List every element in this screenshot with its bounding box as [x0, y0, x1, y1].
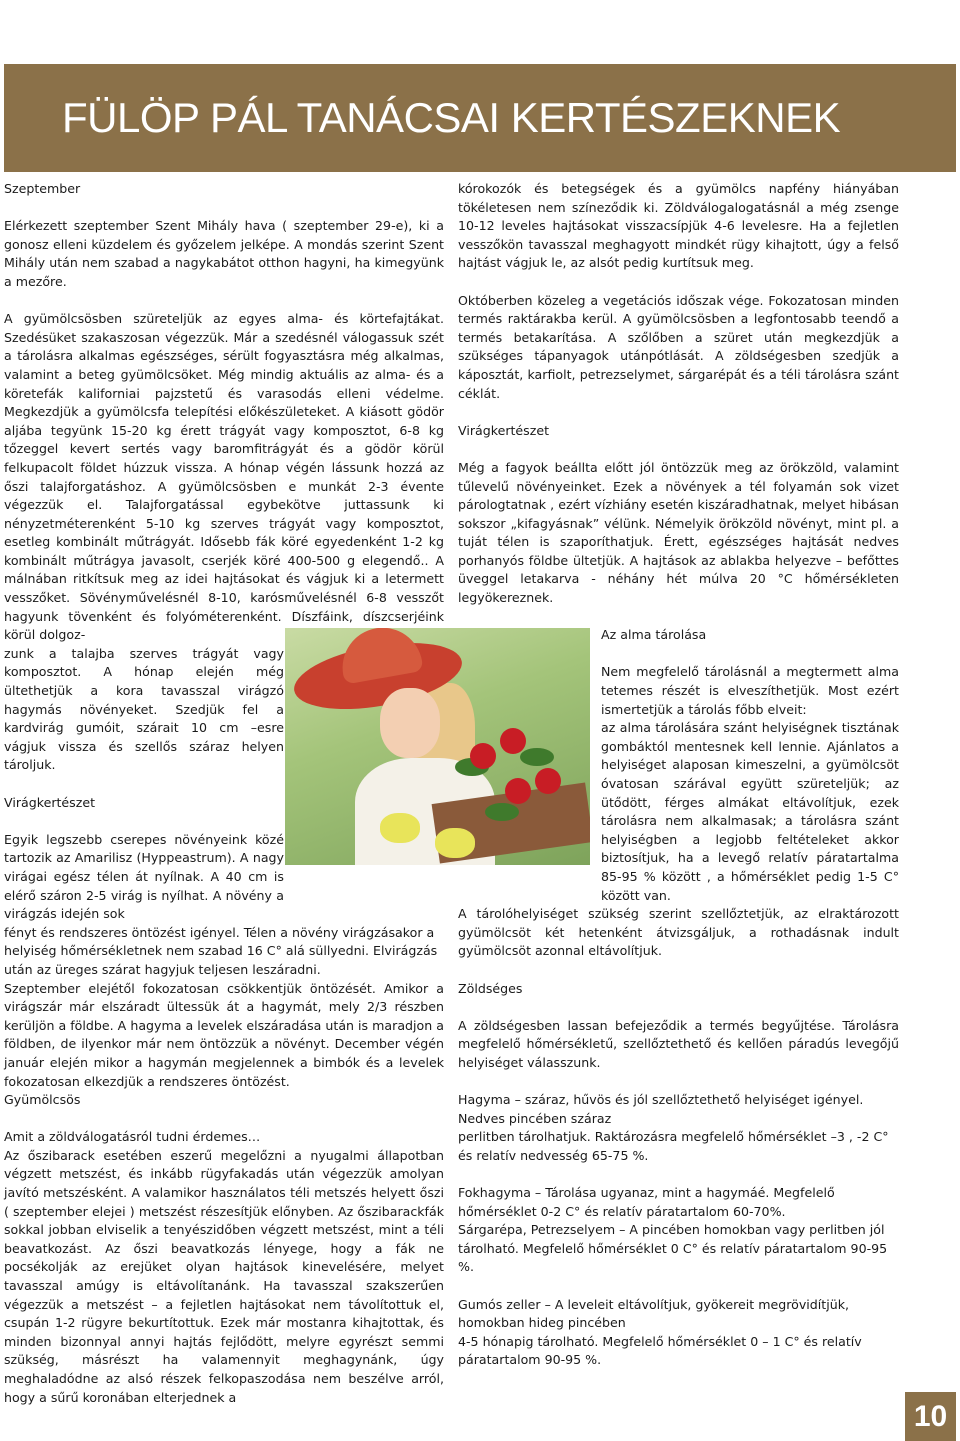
paragraph: Októberben közeleg a vegetációs időszak vége. Fokozatosan minden termés raktárakba kerül. A gyümölcsösben a legfontosabb teendő a termés betakarítása. A szőlőben a szüret után megkezdjük a szükséges tápanyagok utánpótlását. A zöldségesben szedjük a káposztát, karfiolt, petrezselymet, sárgarépát és a téli tárolásra szánt céklát.: [458, 292, 899, 401]
paragraph: Egyik legszebb cserepes növényeink közé tartozik az Amarilisz (Hyppeastrum). A nagy virágai egész télen át nyílnak. A 40 cm is elérő száron 2-5 virág is nyílhat. A növény a virágzás idején sok: [4, 831, 284, 922]
photo-glove: [380, 813, 420, 843]
section-heading: Virágkertészet: [4, 794, 96, 810]
right-column: [458, 180, 899, 1370]
paragraph: A zöldségesben lassan befejeződik a termés begyűjtése. Tárolásra megfelelő hőmérsékletű, szellőztethető és kellően páradús levegőjű helyiséget válasszunk.: [458, 1017, 899, 1070]
paragraph: Szeptember elejétől fokozatosan csökkentjük öntözését. Amikor a virágszár már elszáradt ültessük át a hagymát, mely 2/3 részben kerüljön a földbe. A hagyma a levelek elszáradása után is maradjon a földben, de ilyenkor már nem öntözzük a növényt. December végén január elején mikor a hagymán megjelennek a bimbók és a levelek fokozatosan elkezdjük a rendszeres öntözést.: [4, 980, 444, 1089]
paragraph: A tárolóhelyiséget szükség szerint szellőztetjük, az elraktározott gyümölcsöt két hetenként átvizsgáljuk, a rothadásnak indult gyümölcsöt azonnal eltávolítjuk.: [458, 906, 899, 959]
section-heading: Szeptember: [4, 181, 81, 196]
page-title: FÜLÖP PÁL TANÁCSAI KERTÉSZEKNEK: [62, 94, 841, 141]
paragraph: 4-5 hónapig tárolható. Megfelelő hőmérséklet 0 – 1 C° és relatív páratartalom 90-95 %.: [458, 1333, 862, 1368]
paragraph: Gumós zeller – A leveleit eltávolítjuk, gyökereit megrövidítjük, homokban hideg pincében: [458, 1296, 850, 1331]
section-heading: Virágkertészet: [458, 422, 550, 438]
paragraph: fényt és rendszeres öntözést igényel. Télen a növény virágzásakor a helyiség hőmérsékletnek nem szabad 16 C° alá süllyedni. Elvirágzás után az üreges szárat hagyjuk teljesen leszáradni.: [4, 924, 438, 977]
paragraph: zunk a talajba szerves trágyát vagy komposztot. A hónap elején még ültethetjük a kora tavasszal virágzó hagymás növényeket. Szedjük fel a kardvirág gumóit, szárait 10 cm –esre vágjuk vissza és szellős száraz helyen tároljuk.: [4, 645, 284, 773]
paragraph: A gyümölcsösben szüreteljük az egyes alma- és körtefajtákat. Szedésüket szakaszosan végezzük. Már a szedésnél válogassuk szét a tárolásra alkalmas egészséges, sérült fogyasztásra még alkalmas, valamint a beteg gyümölcsöket. Még mindig aktuális az alma- és a köretefák kaliforniai pajzstetű és varasodás elleni védelme. Megkezdjük a gyümölcsfa telepítési előkészületeket. A kiásott gödör aljába tegyünk 15-20 kg érett trágyát vagy komposztot, 6-8 kg tőzeggel kevert sertés vagy baromfitrágyát és a gödör körül felkupacolt földet húzzuk vissza. A hónap végén lássunk hozzá az őszi talajforgatáshoz. A gyümölcsösben e munkát 2-3 évente végezzük el. Talajforgatással egybekötve juttassunk ki nényzetméterenként 5-10 kg szerves trágyát vagy komposztot, esetleg kombinált műtrágyát. Idősebb fák köré egyedenként 1-2 kg kombinált műtrágya javasolt, cserjék köré 400-500 g elegendő.. A málnában ritkítsuk meg az idei hajtásokat és vágjuk ki a letermett vesszőket. Sövényművelésnél 8-10, karósművelésnél 6-8 vesszőt hagyunk tövenként és folyóméterenként. Díszfáink, díszcserjéink körül dolgoz-: [4, 311, 444, 643]
paragraph: Hagyma – száraz, hűvös és jól szellőztethető helyiséget igényel. Nedves pincében száraz: [458, 1092, 864, 1126]
paragraph: Sárgarépa, Petrezselyem – A pincében homokban vagy perlitben jól tárolható. Megfelelő hőmérséklet 0 C° és relatív páratartalom 90-95 %.: [458, 1222, 888, 1275]
page-number: 10: [905, 1392, 956, 1441]
paragraph: Nem megfelelő tárolásnál a megtermett alma tetemes részét is elveszíthetjük. Most ezért ismertetjük a tárolás főbb elveit:: [601, 664, 899, 717]
section-heading: Gyümölcsös: [4, 1092, 81, 1108]
paragraph: perlitben tárolhatjuk. Raktározásra megfelelő hőmérséklet –3 , -2 C° és relatív nedvesség 65-75 %.: [458, 1129, 889, 1163]
paragraph: Elérkezett szeptember Szent Mihály hava ( szeptember 29-e), ki a gonosz elleni küzdelem és győzelem jelképe. A mondás szerint Szent Mihály után nem szabad a nagykabátot otthon hagyni, ha kimegyünk a mezőre.: [4, 218, 444, 289]
title-banner: [4, 64, 956, 172]
subheading: Amit a zöldválogatásról tudni érdemes…: [4, 1129, 261, 1145]
paragraph: Az őszibarack esetében eszerű megelőzni a nyugalmi állapotban végzett metszést, és inkább rügyfakadás után végezzük amolyan javító metszésként. A valamikor használatos téli metszés helyett őszi ( szeptember elejei ) metszést részesítjük előnyben. Az őszibarackfák sokkal jobban elviselik a tenyészidőben végzett metszést, mint a téli beavatkozást. Az őszi beavatkozás lényege, hogy a fák ne pocsékolják az erejüket olyan hajtások kinevelésére, melyet tavasszal amúgy is eltávolítanánk. Ha tavasszal szakszerűen végezzük a metszést – a fejletlen hajtásokat nem távolítottuk el, csupán 1-2 rügyre bekurtítottuk. Ezek már mostanra kihajtottak, és minden bizonnyal annyi hajtás fejlődött, melyre egyrészt semmi szükség, másrészt ha valamennyit meghagynánk, úgy meghaladódne az alsó részek felkopaszodása nem beszélve arról, hogy a sűrű koronában elterjednek a: [4, 1147, 444, 1405]
paragraph: az alma tárolására szánt helyiségnek tisztának gombáktól mentesnek kell lennie. Ajánlatos a helyiséget alaposan kimeszelni, a gyümölcsöt óvatosan szárával együtt szüreteljük; az ütődött, férges almákat eltávolítjuk, ezek tárolásra nem alkalmasak; a tárolásra szánt helyiségben a legjobb feltételeket akkor biztosítjuk, ha a levegő relatív páratartalma 85-95 % között , a hőmérséklet pedig 1-5 C° között van.: [601, 720, 899, 903]
paragraph: kórokozók és betegségek és a gyümölcs napfény hiányában tökéletesen nem színeződik ki. Zöldválogalogatásnál a még zsenge 10-12 leveles hajtásokat visszacsípjük 4-6 levelesre. Ha a fejletlen vesszőkön tavasszal meghagyott mindkét rügy kihajtott, úgy a felső hajtást vágjuk le, az alsót pedig kurtítsuk meg.: [458, 181, 899, 271]
section-heading: Az alma tárolása: [601, 627, 707, 643]
paragraph: Fokhagyma – Tárolása ugyanaz, mint a hagymáé. Megfelelő hőmérséklet 0-2 C° és relatív páratartalom 60-70%.: [458, 1185, 835, 1219]
paragraph: Még a fagyok beállta előtt jól öntözzük meg az örökzöld, valamint tűlevelű növényeinket. Ezek a növények a tél folyamán sok vizet párologtatnak , ezért vízhiány esetén kiszáradhatnak, melyet hibásan sokszor „kifagyásnak” vélünk. Némelyik örökzöld növényt, mint pl. a tuját télen is szaporíthatjuk. Érett, egészséges hajtását nedves porhanyós földbe ültetjük. A hajtások az ablakba helyezve – befőttes üveggel letakarva - néhány hét múlva 20 °C hőmérsékleten legyökereznek.: [458, 459, 899, 606]
photo-face: [380, 688, 440, 758]
section-heading: Zöldséges: [458, 980, 523, 996]
